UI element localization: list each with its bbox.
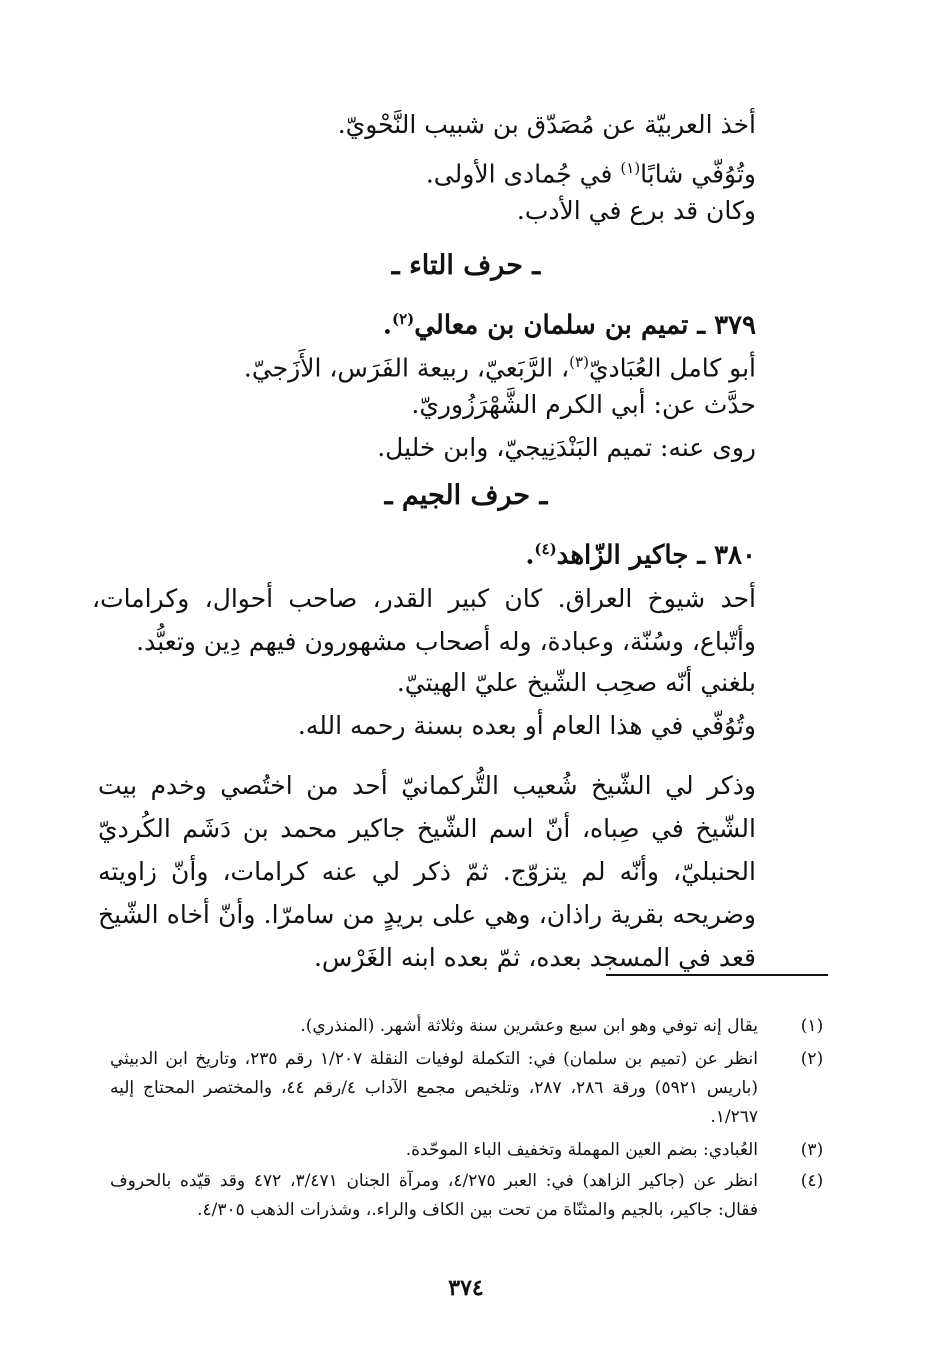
footnote: [110, 1045, 824, 1132]
text-line: وتُوُفّي في هذا العام أو بعده بسنة رحمه الله.: [297, 711, 756, 740]
text-line: حدَّث عن: أبي الكرم الشَّهْرَزُوريّ.: [411, 390, 756, 419]
text-line: روى عنه: تميم البَنْدَنِيجيّ، وابن خليل.: [377, 433, 756, 462]
page-number: ٣٧٤: [448, 1275, 484, 1301]
footnote-text: انظر عن (تميم بن سلمان) في: التكملة لوفيات النقلة ١/٢٠٧ رقم ٢٣٥، وتاريخ ابن الدبيثي (باريس ٥٩٢١) ورقة ٢٨٦، ٢٨٧، وتلخيص مجمع الآداب ٤/رقم ٤٤، والمختصر المحتاج إليه ١/٢٦٧.: [110, 1049, 758, 1127]
footnote-marker: (٣): [569, 353, 589, 371]
text-line: أبو كامل العُبَاديّ$^{(٣)}$، الرَّبَعيّ، ربيعة الفَرَس، الأَزَجيّ.: [243, 353, 756, 383]
paragraph: وذكر لي الشّيخ شُعيب التُّركمانيّ أحد من اختُصي وخدم بيت الشّيخ في صِباه، أنّ اسم الشّيخ جاكير محمد بن دَشَم الكُرديّ الحنبليّ، وأنّه لم يتزوّج. ثمّ ذكر لي عنه كرامات، وأنّ زاويته وضريحه بقرية راذان، وهي على بريدٍ من سامرّا. وأنّ أخاه الشّيخ قعد في المسجد بعده، ثمّ بعده ابنه الغَرْس.: [98, 771, 756, 972]
footnote-number: (١): [800, 1016, 824, 1036]
footnote-marker: (٤): [534, 540, 557, 558]
text-line: وكان قد برع في الأدب.: [516, 196, 756, 225]
footnote: [110, 1167, 824, 1225]
section-heading-jim: ـ حرف الجيم ـ: [384, 480, 548, 511]
footnote-marker: (١): [620, 159, 641, 177]
entry-title-380: ٣٨٠ ـ جاكير الزّاهد$^{(٤)}$.: [525, 540, 756, 571]
footnote-text: انظر عن (جاكير الزاهد) في: العبر ٤/٢٧٥، ومرآة الجنان ٣/٤٧١، ٤٧٢ وقد قيّده بالحروف فقال: جاكير، بالجيم والمثنّاة من تحت بين الكاف والراء.، وشذرات الذهب ٤/٣٠٥.: [110, 1171, 759, 1220]
footnote: [110, 1012, 824, 1041]
text-line: بلغني أنّه صحِب الشّيخ عليّ الهيتيّ.: [396, 668, 756, 697]
footnote-separator: [606, 974, 828, 976]
footnote-number: (٢): [800, 1049, 824, 1069]
footnote-text: يقال إنه توفي وهو ابن سبع وعشرين سنة وثلاثة أشهر. (المنذري).: [300, 1016, 758, 1036]
footnote-number: (٣): [800, 1140, 824, 1160]
footnote-marker: (٢): [391, 310, 415, 328]
footnote-text: العُبادي: بضم العين المهملة وتخفيف الباء الموحّدة.: [405, 1140, 758, 1160]
footnote-number: (٤): [800, 1171, 824, 1191]
paragraph: أحد شيوخ العراق. كان كبير القدر، صاحب أحوال، وكرامات، وأتّباع، وسُنّة، وعبادة، وله أصحاب مشهورون فيهم دِين وتعبُّد.: [92, 584, 756, 656]
entry-title-379: ٣٧٩ ـ تميم بن سلمان بن معالي$^{(٢)}$.: [382, 310, 756, 341]
section-heading-ta: ـ حرف التاء ـ: [391, 250, 541, 281]
footnote: [110, 1136, 824, 1165]
text-line: وتُوُفّي شابًا$^{(١)}$ في جُمادى الأولى.: [425, 159, 756, 189]
text-line: أخذ العربيّة عن مُصَدّق بن شبيب النَّحْويّ.: [337, 110, 756, 139]
